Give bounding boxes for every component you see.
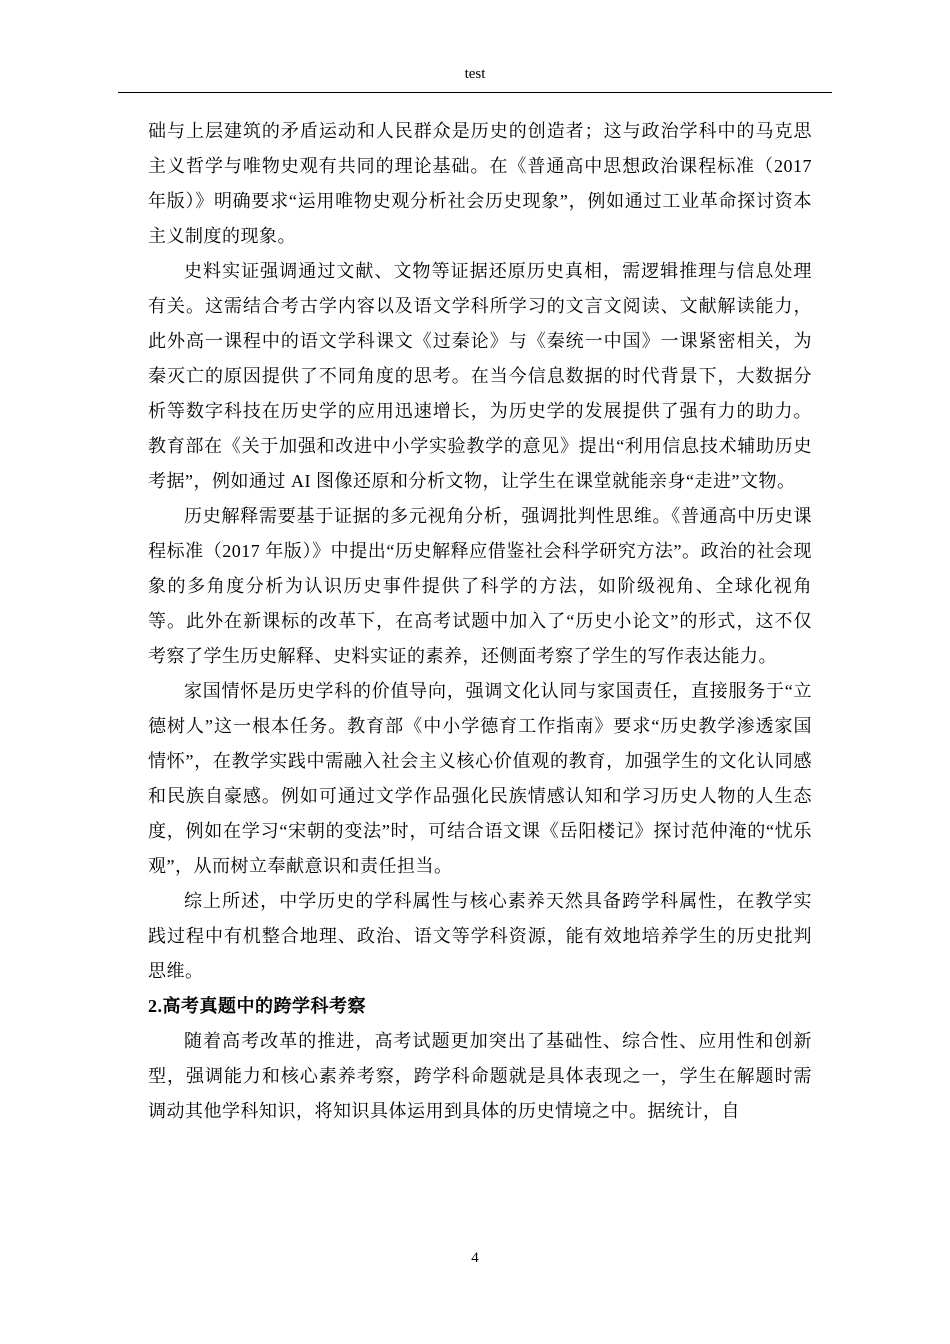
paragraph: 随着高考改革的推进，高考试题更加突出了基础性、综合性、应用性和创新型，强调能力和核心素养考察，跨学科命题就是具体表现之一，学生在解题时需调动其他学科知识，将知识具体运用到具体的历史情境之中。据统计，自: [148, 1031, 812, 1121]
section-heading: 2.高考真题中的跨学科考察: [148, 996, 366, 1016]
paragraph: 础与上层建筑的矛盾运动和人民群众是历史的创造者；这与政治学科中的马克思主义哲学与唯物史观有共同的理论基础。在《普通高中思想政治课程标准（2017 年版）》明确要求“运用唯物史观分析社会历史现象”，例如通过工业革命探讨资本主义制度的现象。: [148, 121, 812, 246]
page-footer: [0, 1248, 950, 1268]
paragraph: 历史解释需要基于证据的多元视角分析，强调批判性思维。《普通高中历史课程标准（2017 年版）》中提出“历史解释应借鉴社会科学研究方法”。政治的社会现象的多角度分析为认识历史事件提供了科学的方法，如阶级视角、全球化视角等。此外在新课标的改革下，在高考试题中加入了“历史小论文”的形式，这不仅考察了学生历史解释、史料实证的素养，还侧面考察了学生的写作表达能力。: [148, 506, 812, 666]
header-title: test: [464, 66, 486, 82]
document-body: [148, 114, 812, 1129]
page-number: 4: [471, 1250, 479, 1266]
paragraph: 家国情怀是历史学科的价值导向，强调文化认同与家国责任，直接服务于“立德树人”这一根本任务。教育部《中小学德育工作指南》要求“历史教学渗透家国情怀”，在教学实践中需融入社会主义核心价值观的教育，加强学生的文化认同感和民族自豪感。例如可通过文学作品强化民族情感认知和学习历史人物的人生态度，例如在学习“宋朝的变法”时，可结合语文课《岳阳楼记》探讨范仲淹的“忧乐观”，从而树立奉献意识和责任担当。: [148, 681, 812, 876]
page-header: [118, 64, 832, 93]
paragraph: 综上所述，中学历史的学科属性与核心素养天然具备跨学科属性，在教学实践过程中有机整合地理、政治、语文等学科资源，能有效地培养学生的历史批判思维。: [148, 891, 812, 981]
paragraph: 史料实证强调通过文献、文物等证据还原历史真相，需逻辑推理与信息处理有关。这需结合考古学内容以及语文学科所学习的文言文阅读、文献解读能力，此外高一课程中的语文学科课文《过秦论》与《秦统一中国》一课紧密相关，为秦灭亡的原因提供了不同角度的思考。在当今信息数据的时代背景下，大数据分析等数字科技在历史学的应用迅速增长，为历史学的发展提供了强有力的助力。教育部在《关于加强和改进中小学实验教学的意见》提出“利用信息技术辅助历史考据”，例如通过 AI 图像还原和分析文物，让学生在课堂就能亲身“走进”文物。: [148, 261, 812, 491]
